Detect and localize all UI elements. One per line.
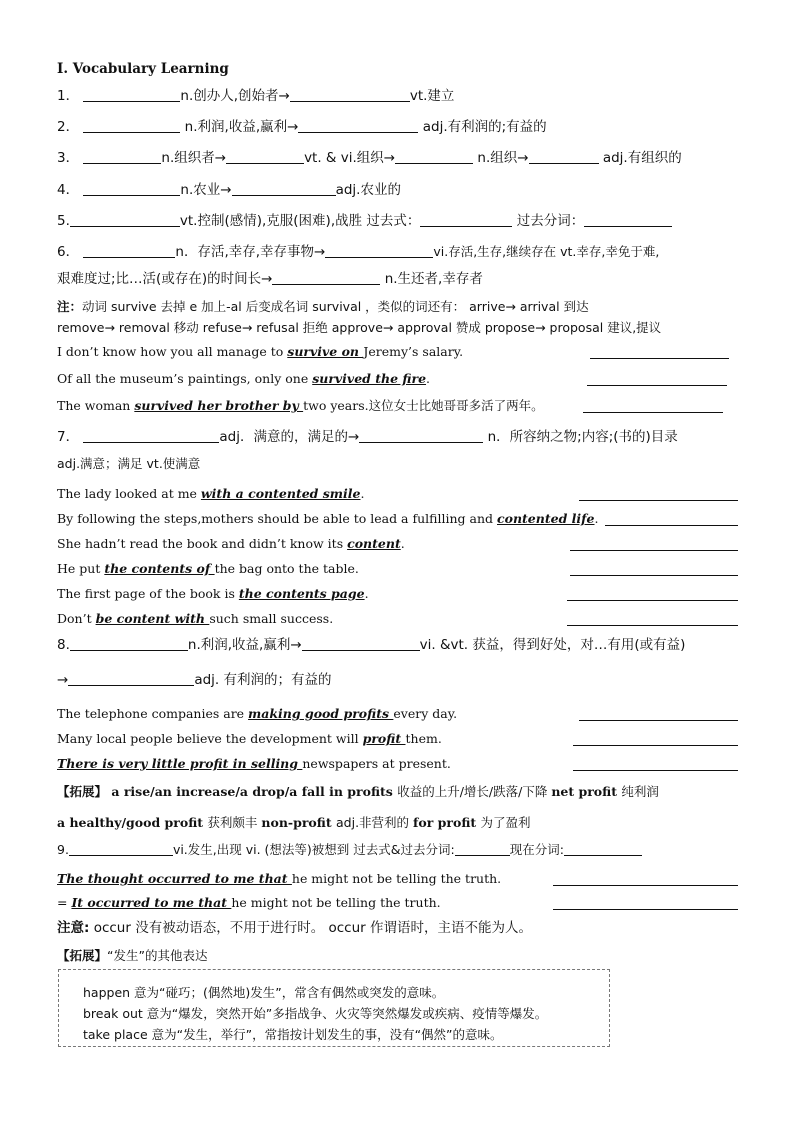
sentence-text: = bbox=[57, 895, 72, 910]
translation-blank[interactable] bbox=[567, 624, 738, 626]
answer-blank[interactable] bbox=[359, 428, 483, 443]
q5-text-1: vt.控制(感情),克服(困难),战胜 过去式： bbox=[179, 213, 421, 229]
sentence-5 bbox=[57, 510, 598, 528]
sentence-text: Jeremy’s salary. bbox=[363, 344, 464, 359]
sentence-phrase: profit bbox=[362, 731, 406, 746]
section-title: I. Vocabulary Learning bbox=[57, 61, 229, 77]
sentence-phrase: The thought occurred to me that bbox=[57, 871, 292, 886]
sentence-text: Don’t bbox=[57, 611, 96, 626]
q9-text-1: vi.发生,出现 vi. (想法等)被想到 过去式&过去分词: bbox=[172, 842, 455, 857]
q6-text-2: vi.存活,生存,继续存在 vt.幸存,幸免于难, bbox=[433, 244, 660, 259]
answer-blank[interactable] bbox=[83, 428, 219, 443]
translation-blank[interactable] bbox=[590, 357, 729, 359]
extension-title: “发生”的其他表达 bbox=[107, 948, 208, 963]
sentence-4 bbox=[57, 485, 364, 503]
question-1 bbox=[57, 87, 454, 105]
sentence-12 bbox=[57, 755, 451, 773]
sentence-phrase: the contents of bbox=[104, 561, 215, 576]
q9-number: 9. bbox=[57, 842, 69, 857]
sentence-text: newspapers at present. bbox=[302, 756, 451, 771]
q7-number: 7． bbox=[57, 429, 80, 445]
answer-blank[interactable] bbox=[584, 212, 672, 227]
extension-meaning: adj.非营利的 bbox=[336, 815, 414, 830]
sentence-text: . bbox=[364, 586, 369, 601]
sentence-phrase: content bbox=[347, 536, 401, 551]
sentence-phrase: survived her brother by bbox=[134, 398, 304, 413]
sentence-text: he might not be telling the truth. bbox=[291, 871, 502, 886]
answer-blank[interactable] bbox=[325, 243, 433, 258]
answer-blank[interactable] bbox=[83, 87, 180, 102]
answer-blank[interactable] bbox=[232, 181, 336, 196]
sentence-text: them. bbox=[405, 731, 442, 746]
translation-blank[interactable] bbox=[573, 769, 738, 771]
sentence-text: The lady looked at me bbox=[57, 486, 201, 501]
sentence-text: every day. bbox=[393, 706, 458, 721]
box-row-take-place: take place 意为“发生，举行”，常指按计划发生的事，没有“偶然”的意味。 bbox=[83, 1027, 503, 1042]
sentence-phrase: contented life bbox=[497, 511, 595, 526]
answer-blank[interactable] bbox=[70, 212, 180, 227]
q7-text-2: n．所容纳之物;内容;(书的)目录 bbox=[483, 429, 678, 445]
q9-text-2: 现在分词: bbox=[509, 842, 564, 857]
sentence-text: He put bbox=[57, 561, 105, 576]
q4-text-1: n.农业→ bbox=[180, 182, 232, 198]
sentence-text: two years.这位女士比她哥哥多活了两年。 bbox=[303, 398, 544, 413]
sentence-phrase: making good profits bbox=[248, 706, 394, 721]
answer-blank[interactable] bbox=[68, 671, 194, 686]
extension-phrase: non-profit bbox=[261, 815, 336, 830]
q5-number: 5. bbox=[57, 213, 70, 229]
q3-text-1: n.组织者→ bbox=[161, 150, 227, 166]
answer-blank[interactable] bbox=[298, 118, 418, 133]
question-7-line-2: adj.满意；满足 vt.使满意 bbox=[57, 456, 201, 471]
extension-phrase: for profit bbox=[413, 815, 481, 830]
note-1-line-2: remove→ removal 移动 refuse→ refusal 拒绝 approve→ approval 赞成 propose→ proposal 建议,提议 bbox=[57, 320, 662, 335]
answer-blank[interactable] bbox=[529, 149, 599, 164]
sentence-phrase: There is very little profit in selling bbox=[57, 756, 303, 771]
extension-phrase: a rise/an increase/a drop/a fall in profits bbox=[107, 784, 398, 799]
translation-blank[interactable] bbox=[573, 744, 738, 746]
sentence-text: he might not be telling the truth. bbox=[231, 895, 441, 910]
q5-text-2: 过去分词： bbox=[512, 213, 585, 229]
answer-blank[interactable] bbox=[83, 181, 180, 196]
translation-blank[interactable] bbox=[583, 411, 723, 413]
q1-number: 1． bbox=[57, 88, 80, 104]
sentence-3 bbox=[57, 397, 544, 415]
extension-meaning: 纯利润 bbox=[621, 784, 659, 799]
sentence-phrase: survive on bbox=[287, 344, 364, 359]
question-8-line-2 bbox=[57, 671, 332, 689]
q4-number: 4． bbox=[57, 182, 80, 198]
question-7 bbox=[57, 428, 678, 446]
q3-number: 3． bbox=[57, 150, 80, 166]
q1-text-2: vt.建立 bbox=[409, 88, 455, 104]
q8-line2-text-2: adj. 有利润的；有益的 bbox=[194, 672, 332, 688]
note-label: 注： bbox=[57, 299, 83, 314]
q6-line2-text-1: 艰难度过;比…活(或存在)的时间长→ bbox=[57, 271, 273, 287]
question-3 bbox=[57, 149, 682, 167]
answer-blank[interactable] bbox=[564, 841, 642, 856]
sentence-text: the bag onto the table. bbox=[214, 561, 359, 576]
note-1-text-1: 动词 survive 去掉 e 加上-al 后变成名词 survival ，类似的词还有： arrive→ arrival 到达 bbox=[82, 299, 589, 314]
question-2 bbox=[57, 118, 547, 136]
sentence-text: I don’t know how you all manage to bbox=[57, 344, 288, 359]
extension-1-line-2 bbox=[57, 814, 531, 832]
question-8 bbox=[57, 636, 685, 654]
q8-text-2: vi. &vt. 获益，得到好处，对…有用(或有益) bbox=[419, 637, 686, 653]
translation-blank[interactable] bbox=[570, 574, 738, 576]
q6-line2-text-2: n.生还者,幸存者 bbox=[380, 271, 483, 287]
sentence-text: The woman bbox=[57, 398, 135, 413]
extension-label: 【拓展】 bbox=[57, 948, 108, 963]
sentence-text: . bbox=[400, 536, 405, 551]
sentence-text: By following the steps,mothers should be able to lead a fulfilling and bbox=[57, 511, 497, 526]
q8-text-1: n.利润,收益,赢利→ bbox=[187, 637, 302, 653]
sentence-14 bbox=[57, 894, 441, 912]
sentence-13 bbox=[57, 870, 501, 888]
sentence-phrase: the contents page bbox=[238, 586, 365, 601]
answer-blank[interactable] bbox=[226, 149, 304, 164]
answer-blank[interactable] bbox=[272, 270, 380, 285]
extension-1-line-1 bbox=[57, 783, 659, 801]
answer-blank[interactable] bbox=[455, 841, 510, 856]
q7-text-1: adj．满意的，满足的→ bbox=[219, 429, 360, 445]
answer-blank[interactable] bbox=[83, 243, 175, 258]
note-1-line-1 bbox=[57, 298, 589, 316]
answer-blank[interactable] bbox=[420, 212, 512, 227]
sentence-text: The telephone companies are bbox=[57, 706, 249, 721]
extension-meaning: 收益的上升/增长/跌落/下降 bbox=[397, 784, 552, 799]
question-5 bbox=[57, 212, 672, 230]
q6-text-1: n．存活,幸存,幸存事物→ bbox=[175, 244, 326, 260]
extension-meaning: 为了盈利 bbox=[480, 815, 531, 830]
sentence-6 bbox=[57, 535, 405, 553]
extension-phrase: net profit bbox=[551, 784, 622, 799]
note-label: 注意: bbox=[57, 920, 90, 936]
answer-blank[interactable] bbox=[83, 149, 161, 164]
q4-text-2: adj.农业的 bbox=[335, 182, 401, 198]
translation-blank[interactable] bbox=[587, 384, 727, 386]
translation-blank[interactable] bbox=[570, 549, 738, 551]
note-2-text: occur 没有被动语态，不用于进行时。 occur 作谓语时，主语不能为人。 bbox=[89, 920, 532, 936]
q2-number: 2． bbox=[57, 119, 80, 135]
sentence-9 bbox=[57, 610, 333, 628]
sentence-8 bbox=[57, 585, 369, 603]
question-6 bbox=[57, 243, 659, 261]
extension-3 bbox=[57, 947, 207, 965]
sentence-1 bbox=[57, 343, 463, 361]
answer-blank[interactable] bbox=[70, 636, 188, 651]
answer-blank[interactable] bbox=[290, 87, 410, 102]
sentence-text: . bbox=[360, 486, 365, 501]
translation-blank[interactable] bbox=[567, 599, 738, 601]
answer-blank[interactable] bbox=[302, 636, 420, 651]
box-row-break-out: break out 意为“爆发，突然开始”多指战争、火灾等突然爆发或疾病、疫情等爆发。 bbox=[83, 1006, 548, 1021]
answer-blank[interactable] bbox=[69, 841, 173, 856]
answer-blank[interactable] bbox=[395, 149, 473, 164]
q6-number: 6． bbox=[57, 244, 80, 260]
synonyms-box bbox=[58, 969, 610, 1047]
sentence-7 bbox=[57, 560, 359, 578]
sentence-phrase: be content with bbox=[95, 611, 210, 626]
sentence-10 bbox=[57, 705, 457, 723]
translation-blank[interactable] bbox=[579, 719, 738, 721]
question-6-line-2 bbox=[57, 270, 483, 288]
sentence-text: such small success. bbox=[209, 611, 334, 626]
box-row-happen: happen 意为“碰巧；(偶然地)发生”，常含有偶然或突发的意味。 bbox=[83, 985, 445, 1000]
q1-text-1: n.创办人,创始者→ bbox=[180, 88, 290, 104]
q2-text-1: n.利润,收益,赢利→ bbox=[180, 119, 299, 135]
q3-text-3: n.组织→ bbox=[473, 150, 529, 166]
sentence-2 bbox=[57, 370, 430, 388]
q8-line2-text-1: → bbox=[57, 672, 69, 688]
translation-blank[interactable] bbox=[579, 499, 738, 501]
sentence-text: Many local people believe the development will bbox=[57, 731, 363, 746]
q2-text-2: adj.有利润的;有益的 bbox=[418, 119, 547, 135]
sentence-phrase: with a contented smile bbox=[200, 486, 361, 501]
sentence-text: Of all the museum’s paintings, only one bbox=[57, 371, 313, 386]
sentence-11 bbox=[57, 730, 442, 748]
q3-text-4: adj.有组织的 bbox=[598, 150, 682, 166]
sentence-text: . bbox=[426, 371, 431, 386]
question-4 bbox=[57, 181, 401, 199]
answer-blank[interactable] bbox=[83, 118, 180, 133]
sentence-text: . bbox=[594, 511, 599, 526]
sentence-text: The first page of the book is bbox=[57, 586, 239, 601]
extension-label: 【拓展】 bbox=[57, 784, 108, 799]
sentence-phrase: It occurred to me that bbox=[71, 895, 232, 910]
sentence-text: She hadn’t read the book and didn’t know its bbox=[57, 536, 348, 551]
q8-number: 8. bbox=[57, 637, 70, 653]
translation-blank[interactable] bbox=[553, 884, 738, 886]
question-9 bbox=[57, 841, 642, 859]
extension-meaning: 获利颇丰 bbox=[207, 815, 262, 830]
q3-text-2: vt. & vi.组织→ bbox=[304, 150, 396, 166]
sentence-phrase: survived the fire bbox=[312, 371, 427, 386]
extension-phrase: a healthy/good profit bbox=[57, 815, 208, 830]
translation-blank[interactable] bbox=[553, 908, 738, 910]
note-2 bbox=[57, 919, 532, 937]
translation-blank[interactable] bbox=[605, 524, 738, 526]
